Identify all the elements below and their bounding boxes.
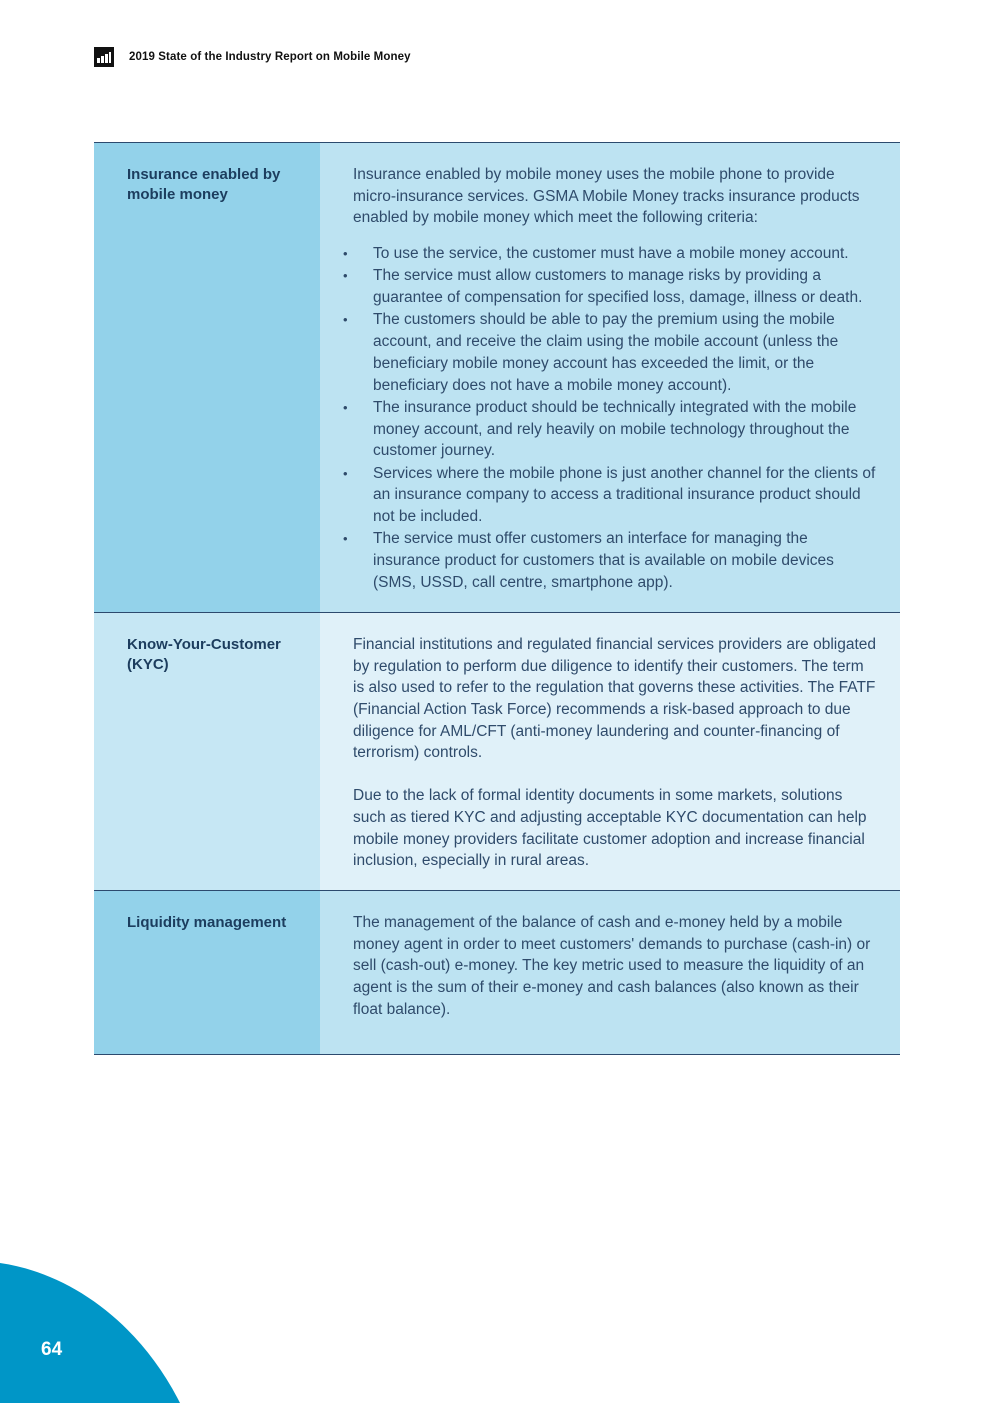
- list-item: • Services where the mobile phone is just another channel for the clients of an insurance company to access a traditional insurance product should not be included.: [353, 463, 878, 528]
- list-item: • The service must offer customers an interface for managing the insurance product for customers that is available on mobile devices (SMS, USSD, call centre, smartphone app).: [353, 528, 878, 593]
- definition-paragraph: Insurance enabled by mobile money uses the mobile phone to provide micro-insurance services. GSMA Mobile Money tracks insurance products enabled by mobile money which meet the following criteria:: [353, 166, 860, 227]
- list-item: • The customers should be able to pay the premium using the mobile account, and receive the claim using the mobile account (unless the beneficiary mobile money account has exceeded the limit, or the beneficiary does not have a mobile money account).: [353, 309, 878, 396]
- glossary-row-liquidity: [94, 891, 900, 1056]
- glossary-term: Know-Your-Customer (KYC): [94, 613, 320, 890]
- glossary-definition: [320, 891, 900, 1055]
- glossary-definition: [320, 143, 900, 612]
- page-corner-shape: [0, 1263, 180, 1403]
- glossary-row-kyc: [94, 613, 900, 891]
- page-header: [94, 47, 411, 67]
- glossary-row-insurance: [94, 143, 900, 613]
- glossary-table: [94, 142, 900, 1055]
- glossary-term: Liquidity management: [94, 891, 320, 1055]
- definition-paragraph: Financial institutions and regulated financial services providers are obligated by regulation to perform due diligence to identify their customers. The term is also used to refer to the regulation that governs these activities. The FATF (Financial Action Task Force) recommends a risk-based approach to due diligence for AML/CFT (anti-money laundering and counter-financing of terrorism) controls.: [353, 635, 876, 762]
- list-item: • To use the service, the customer must have a mobile money account.: [353, 243, 878, 265]
- glossary-term: Insurance enabled by mobile money: [94, 143, 320, 612]
- definition-paragraph: Due to the lack of formal identity documents in some markets, solutions such as tiered KYC and adjusting acceptable KYC documentation can help mobile money providers facilitate customer adoption and increase financial inclusion, especially in rural areas.: [353, 787, 867, 870]
- definition-paragraph: The management of the balance of cash and e-money held by a mobile money agent in order to meet customers' demands to purchase (cash-in) or sell (cash-out) e-money. The key metric used to measure the liquidity of an agent is the sum of their e-money and cash balances (also known as their float balance).: [353, 913, 871, 1018]
- criteria-list: [353, 243, 878, 593]
- page-number: 64: [41, 1339, 63, 1360]
- list-item: • The service must allow customers to manage risks by providing a guarantee of compensation for specified loss, damage, illness or death.: [353, 265, 878, 308]
- report-title: 2019 State of the Industry Report on Mobile Money: [129, 51, 411, 63]
- report-logo-icon: [94, 47, 114, 67]
- list-item: • The insurance product should be technically integrated with the mobile money account, and rely heavily on mobile technology throughout the customer journey.: [353, 397, 878, 462]
- glossary-definition: [320, 613, 900, 890]
